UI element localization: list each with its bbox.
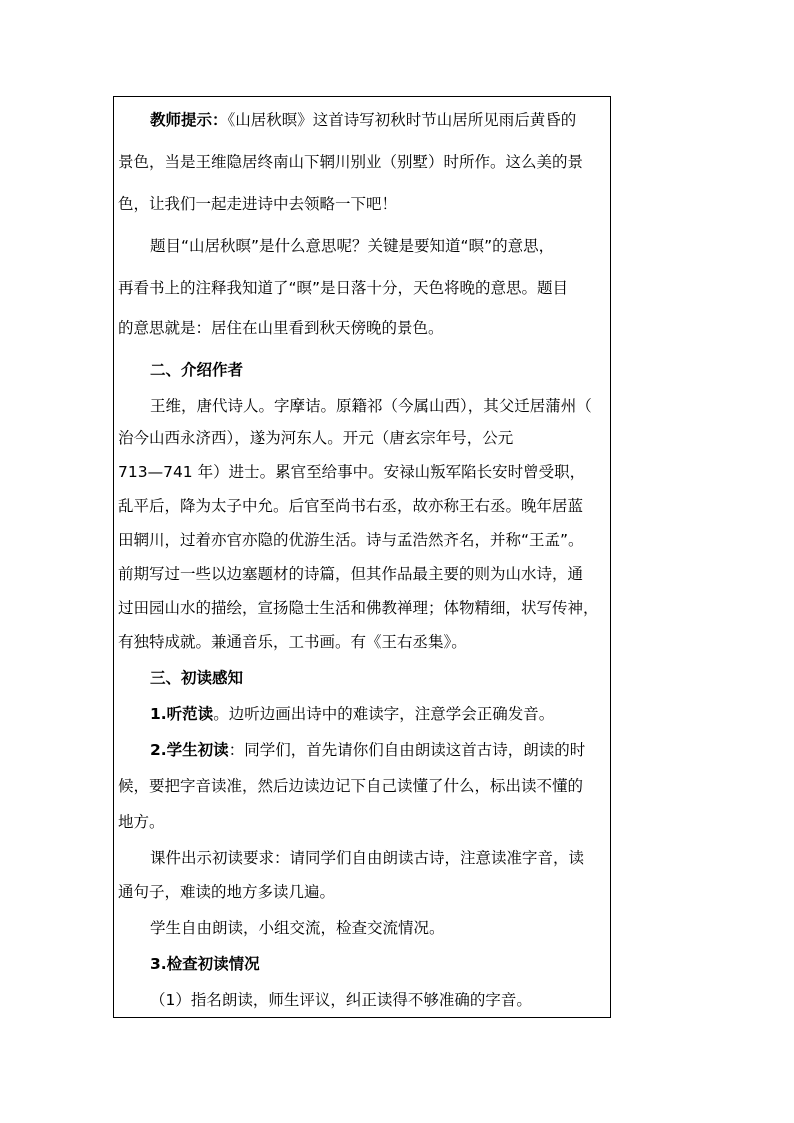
item-1-label: 1.听范读: [150, 705, 214, 723]
title-meaning-line-2: 再看书上的注释我知道了“暝”是日落十分，天色将晚的意思。题目: [118, 279, 569, 297]
author-line-6: 前期写过一些以边塞题材的诗篇，但其作品最主要的则为山水诗，通: [118, 565, 584, 583]
author-line-2: 治今山西永济西），遂为河东人。开元（唐玄宗年号，公元: [118, 429, 514, 447]
teacher-tip-label: 教师提示：: [150, 111, 228, 129]
author-line-5: 田辋川，过着亦官亦隐的优游生活。诗与孟浩然齐名，并称“王孟”。: [118, 531, 584, 549]
teacher-tip-line-2: 景色，当是王维隐居终南山下辋川别业（别墅）时所作。这么美的景: [118, 153, 584, 171]
title-meaning-line-3: 的意思就是：居住在山里看到秋天傍晚的景色。: [118, 319, 444, 337]
teacher-tip-line-3: 色，让我们一起走进诗中去领略一下吧！: [118, 195, 398, 213]
item-2-line-1: 2.学生初读：同学们，首先请你们自由朗读这首古诗，朗读的时: [150, 741, 586, 759]
section-3-heading: 三、初读感知: [150, 669, 244, 687]
author-line-7: 过田园山水的描绘，宣扬隐士生活和佛教禅理；体物精细，状写传神，: [118, 599, 599, 617]
author-line-8: 有独特成就。兼通音乐，工书画。有《王右丞集》。: [118, 633, 467, 651]
author-line-1: 王维，唐代诗人。字摩诘。原籍祁（今属山西），其父迁居蒲州（: [150, 397, 592, 415]
item-3-sub-line: （1）指名朗读，师生评议，纠正读得不够准确的字音。: [150, 991, 532, 1009]
item-1-line: 1.听范读。边听边画出诗中的难读字，注意学会正确发音。: [150, 705, 555, 723]
item-2-label: 2.学生初读: [150, 741, 229, 759]
item-3-heading: 3.检查初读情况: [150, 955, 260, 973]
requirement-line-1: 课件出示初读要求：请同学们自由朗读古诗，注意读准字音，读: [150, 849, 585, 867]
item-2-line-2: 候，要把字音读准，然后边读边记下自己读懂了什么，标出读不懂的: [118, 777, 584, 795]
item-2-line-3: 地方。: [118, 813, 165, 831]
title-meaning-line-1: 题目“山居秋暝”是什么意思呢？关键是要知道“暝”的意思，: [150, 237, 555, 255]
section-2-heading: 二、介绍作者: [150, 361, 244, 379]
author-line-4: 乱平后，降为太子中允。后官至尚书右丞，故亦称王右丞。晚年居蓝: [118, 497, 584, 515]
requirement-line-2: 通句子，难读的地方多读几遍。: [118, 883, 336, 901]
teacher-tip-line-1: 教师提示：《山居秋暝》这首诗写初秋时节山居所见雨后黄昏的: [150, 111, 577, 129]
author-line-3: 713—741 年）进士。累官至给事中。安禄山叛军陷长安时曾受职，: [118, 463, 586, 481]
free-read-line: 学生自由朗读，小组交流，检查交流情况。: [150, 919, 445, 937]
